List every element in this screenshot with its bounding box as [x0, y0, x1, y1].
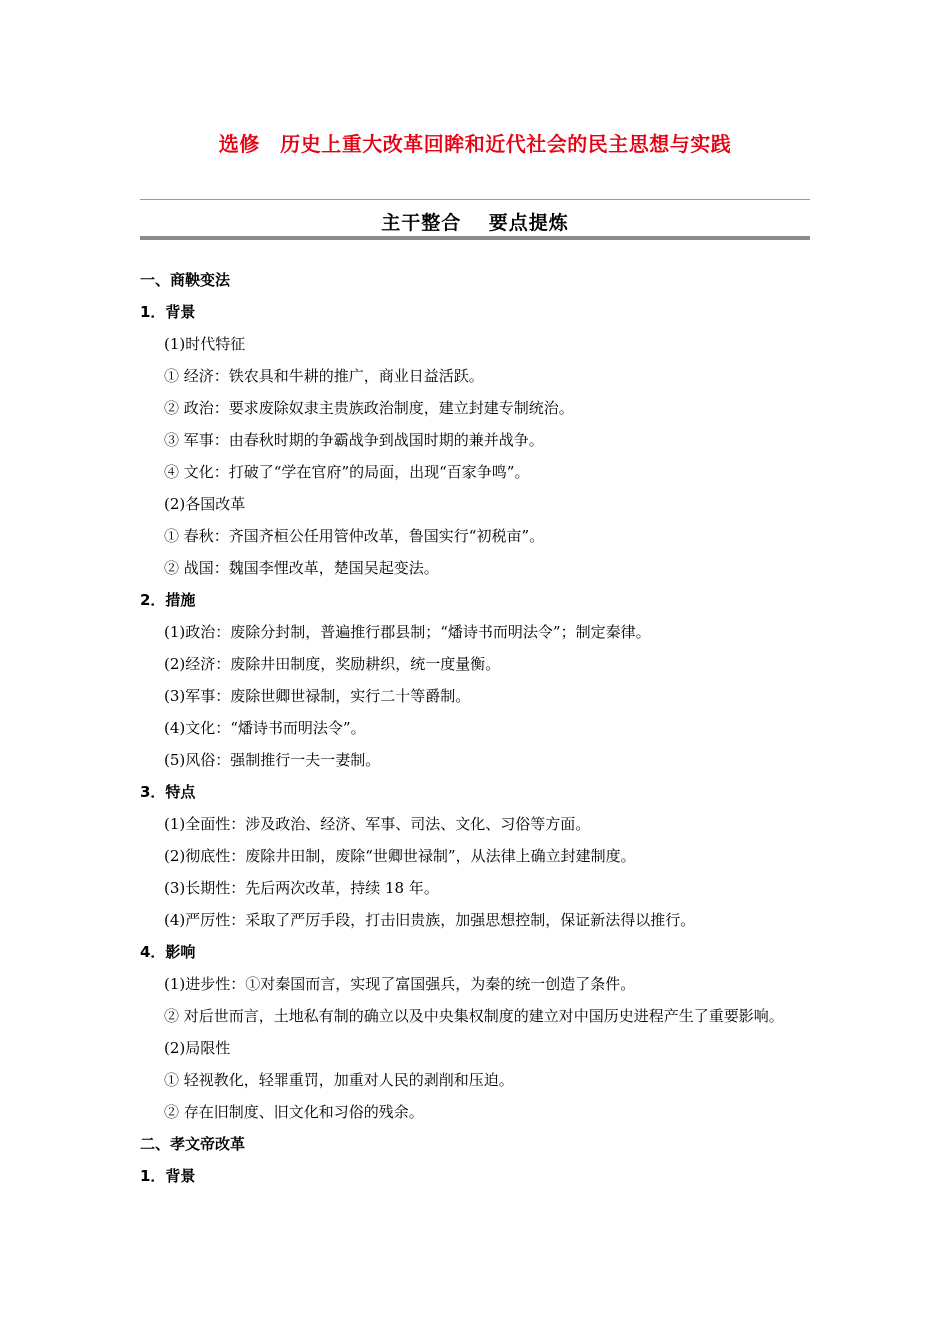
paragraph-line: ② 政治：要求废除奴隶主贵族政治制度，建立封建专制统治。	[164, 399, 574, 417]
paragraph-line: ① 春秋：齐国齐桓公任用管仲改革，鲁国实行“初税亩”。	[164, 527, 545, 545]
paragraph-line: (5)风俗：强制推行一夫一妻制。	[164, 751, 381, 769]
paragraph-line: (1)政治：废除分封制，普遍推行郡县制；“燔诗书而明法令”；制定秦律。	[164, 623, 651, 641]
section-banner-title: 主干整合 要点提炼	[381, 212, 569, 234]
paragraph-line: (1)进步性：①对秦国而言，实现了富国强兵，为秦的统一创造了条件。	[164, 975, 636, 993]
paragraph-line: (1)全面性：涉及政治、经济、军事、司法、文化、习俗等方面。	[164, 815, 591, 833]
paragraph-line: ④ 文化：打破了“学在官府”的局面，出现“百家争鸣”。	[164, 463, 530, 481]
paragraph-line: ② 战国：魏国李悝改革，楚国吴起变法。	[164, 559, 439, 577]
paragraph-line: (3)军事：废除世卿世禄制，实行二十等爵制。	[164, 687, 471, 705]
paragraph-line: ① 经济：铁农具和牛耕的推广，商业日益活跃。	[164, 367, 484, 385]
subheading-measures: 2．措施	[140, 591, 196, 609]
paragraph-line: (4)严厉性：采取了严厉手段，打击旧贵族，加强思想控制，保证新法得以推行。	[164, 911, 696, 929]
paragraph-line: ③ 军事：由春秋时期的争霸战争到战国时期的兼并战争。	[164, 431, 544, 449]
paragraph-line: ① 轻视教化，轻罪重罚，加重对人民的剥削和压迫。	[164, 1071, 514, 1089]
paragraph-line: (3)长期性：先后两次改革，持续 18 年。	[164, 879, 439, 897]
document-body	[140, 264, 810, 1192]
subheading-features: 3．特点	[140, 783, 196, 801]
paragraph-line: ② 存在旧制度、旧文化和习俗的残余。	[164, 1103, 424, 1121]
paragraph-line: (2)彻底性：废除井田制，废除“世卿世禄制”，从法律上确立封建制度。	[164, 847, 636, 865]
subheading-impact: 4．影响	[140, 943, 196, 961]
paragraph-line: (1)时代特征	[164, 335, 246, 353]
paragraph-line: (4)文化：“燔诗书而明法令”。	[164, 719, 366, 737]
heading-shang-yang-reform: 一、商鞅变法	[140, 271, 231, 289]
paragraph-line: (2)各国改革	[164, 495, 246, 513]
subheading-background: 1．背景	[140, 303, 196, 321]
subheading-background-2: 1．背景	[140, 1167, 196, 1185]
heading-xiaowen-reform: 二、孝文帝改革	[140, 1135, 246, 1153]
banner-bottom-rule	[140, 236, 810, 240]
paragraph-line: (2)局限性	[164, 1039, 231, 1057]
paragraph-wrapped: ② 对后世而言，土地私有制的确立以及中央集权制度的建立对中国历史进程产生了重要影响。	[164, 1007, 784, 1025]
page-title: 选修 历史上重大改革回眸和近代社会的民主思想与实践	[218, 132, 732, 156]
banner-top-rule	[140, 199, 810, 200]
paragraph-line: (2)经济：废除井田制度，奖励耕织，统一度量衡。	[164, 655, 501, 673]
